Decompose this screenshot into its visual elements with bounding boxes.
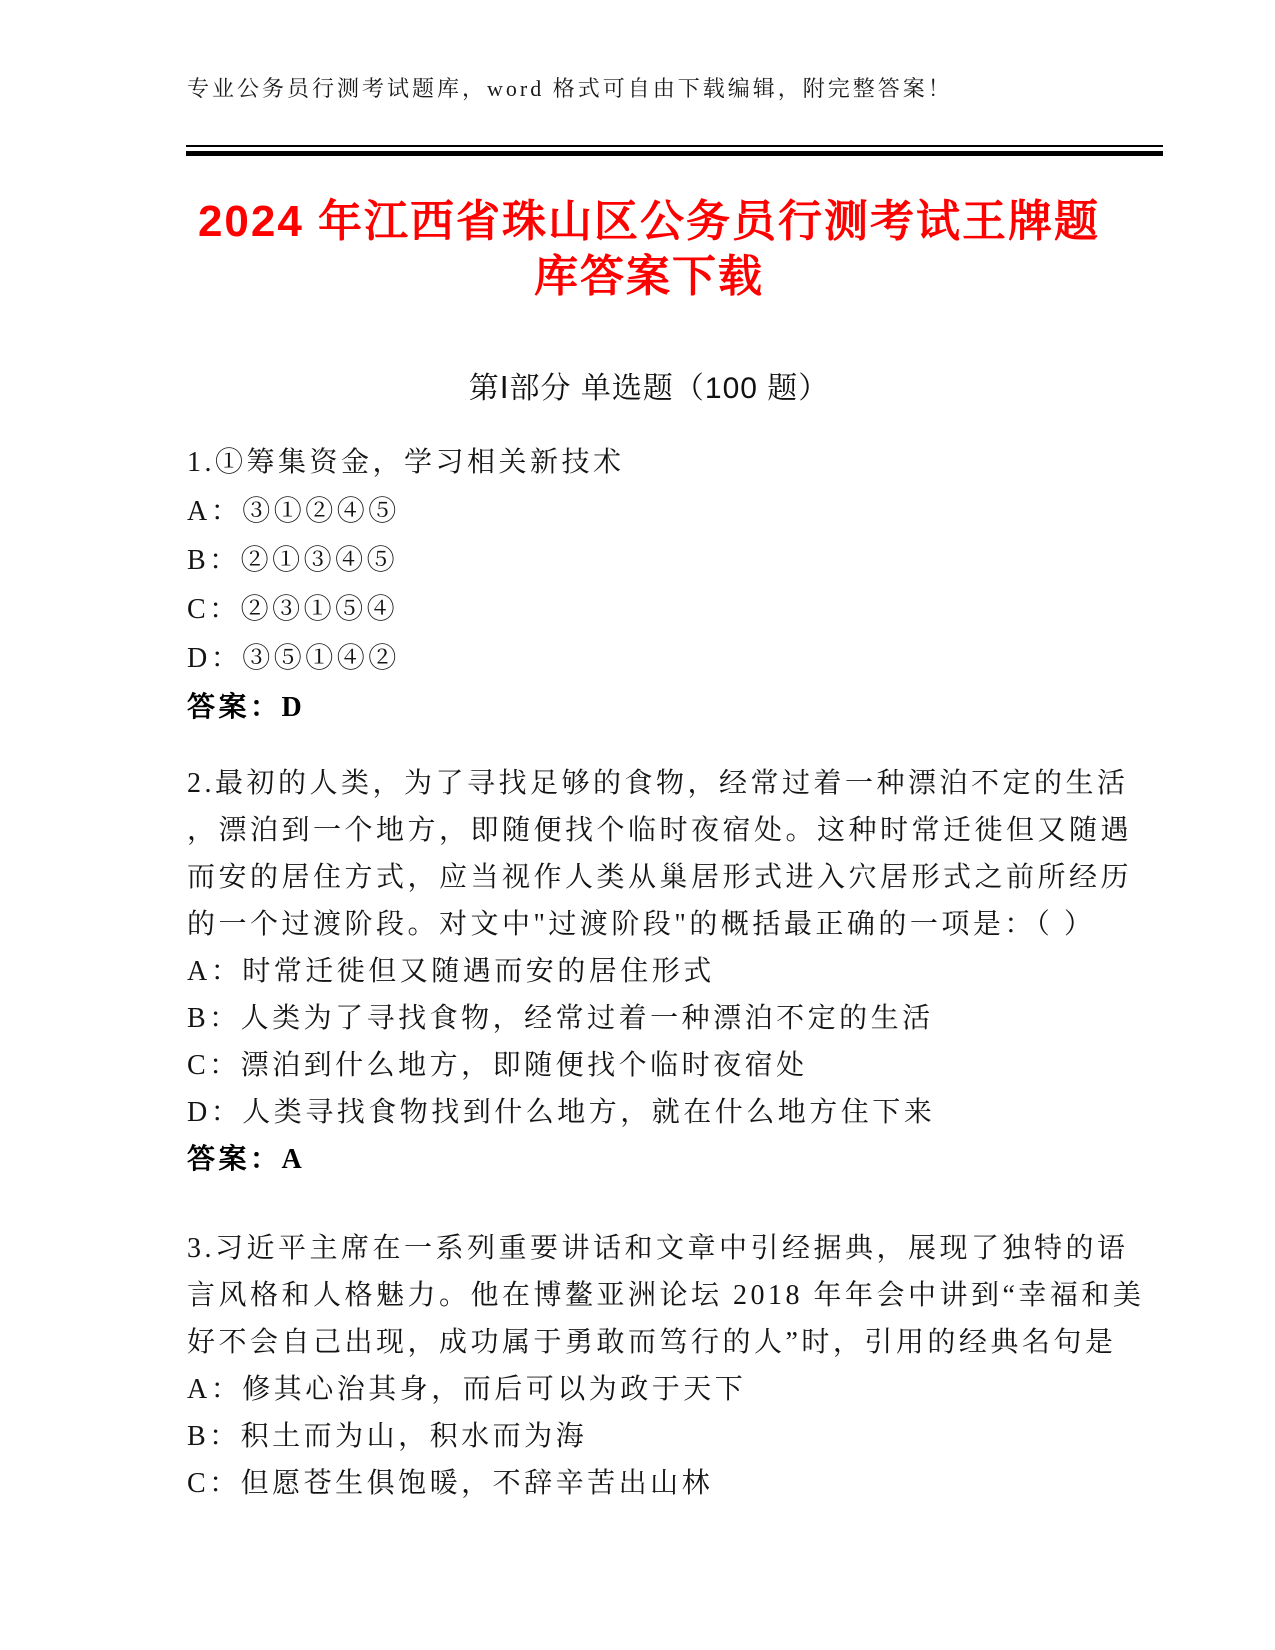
document-title xyxy=(186,194,1112,304)
question-2-stem-line: ，漂泊到一个地方，即随便找个临时夜宿处。这种时常迁徙但又随遇 xyxy=(187,815,1133,846)
question-3-stem-line: 言风格和人格魅力。他在博鳌亚洲论坛 2018 年年会中讲到“幸福和美 xyxy=(187,1280,1145,1311)
question-1-option-a: A：③①②④⑤ xyxy=(187,496,400,527)
answer-label: 答案： xyxy=(187,692,282,723)
answer-value: D xyxy=(281,692,306,723)
question-1-option-c: C：②③①⑤④ xyxy=(187,594,399,625)
question-2 xyxy=(187,760,1133,1183)
question-2-answer xyxy=(187,1136,1127,1183)
question-3 xyxy=(187,1225,1145,1507)
question-3-stem-line: 3.习近平主席在一系列重要讲话和文章中引经据典，展现了独特的语 xyxy=(187,1233,1129,1264)
header-note: 专业公务员行测考试题库，word 格式可自由下载编辑，附完整答案！ xyxy=(187,76,953,101)
question-2-stem-line: 2.最初的人类，为了寻找足够的食物，经常过着一种漂泊不定的生活 xyxy=(187,768,1129,799)
answer-value: A xyxy=(281,1144,306,1175)
question-3-option-b: B：积土而为山，积水而为海 xyxy=(187,1421,588,1452)
question-2-option-d: D：人类寻找食物找到什么地方，就在什么地方住下来 xyxy=(187,1097,936,1128)
question-2-stem-line: 而安的居住方式，应当视作人类从巢居形式进入穴居形式之前所经历 xyxy=(187,862,1133,893)
answer-label: 答案： xyxy=(187,1144,282,1175)
document-title-line-2: 库答案下载 xyxy=(534,252,764,301)
question-2-option-b: B：人类为了寻找食物，经常过着一种漂泊不定的生活 xyxy=(187,1003,934,1034)
question-2-option-c: C：漂泊到什么地方，即随便找个临时夜宿处 xyxy=(187,1050,808,1081)
question-3-stem-line: 好不会自己出现，成功属于勇敢而笃行的人”时，引用的经典名句是 xyxy=(187,1327,1117,1358)
document-title-line-1: 2024 年江西省珠山区公务员行测考试王牌题 xyxy=(197,197,1101,246)
header-separator-rule xyxy=(186,145,1163,156)
question-2-option-a: A：时常迁徙但又随遇而安的居住形式 xyxy=(187,956,715,987)
question-1-stem: 1.①筹集资金，学习相关新技术 xyxy=(187,447,625,478)
question-1 xyxy=(187,438,1127,732)
question-1-option-d: D：③⑤①④② xyxy=(187,643,400,674)
question-1-option-b: B：②①③④⑤ xyxy=(187,545,399,576)
section-heading: 第Ⅰ部分 单选题（100 题） xyxy=(468,372,830,405)
question-3-option-c: C：但愿苍生俱饱暖，不辞辛苦出山林 xyxy=(187,1468,714,1499)
question-2-stem-line: 的一个过渡阶段。对文中"过渡阶段"的概括最正确的一项是：（ ） xyxy=(187,909,1096,940)
question-1-answer xyxy=(187,683,1127,732)
question-3-option-a: A：修其心治其身，而后可以为政于天下 xyxy=(187,1374,747,1405)
